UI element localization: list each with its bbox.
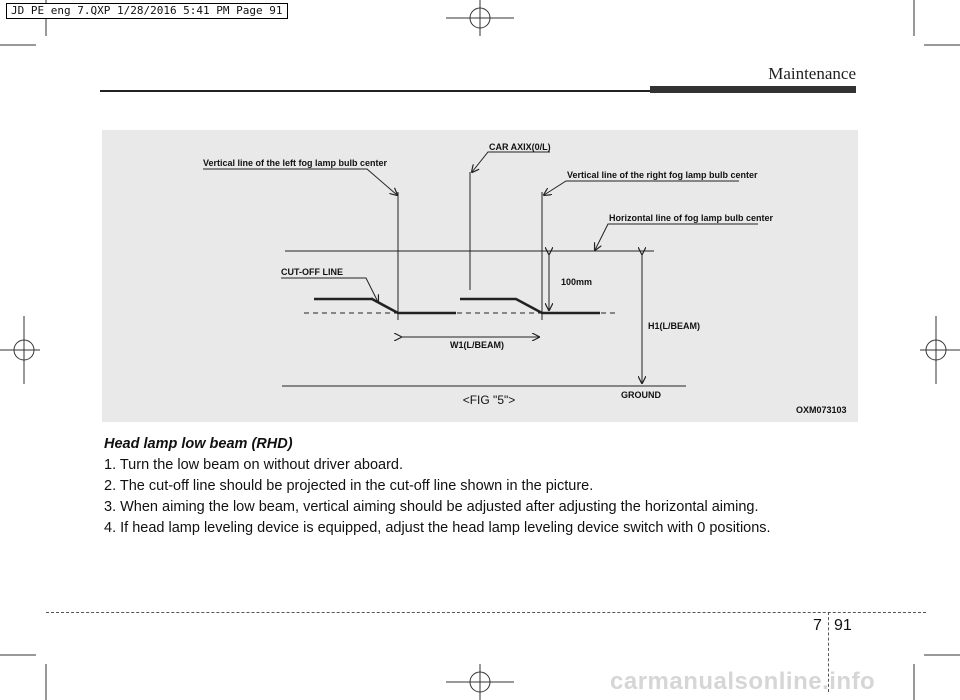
chapter-number: 7 [813, 617, 822, 634]
figure-panel [102, 130, 858, 422]
cutoff-pattern [314, 299, 600, 313]
header-rule [100, 90, 652, 92]
headlamp-aiming-diagram [102, 130, 858, 422]
print-header: JD PE eng 7.QXP 1/28/2016 5:41 PM Page 91 [6, 3, 288, 19]
label-right-vertical: Vertical line of the right fog lamp bulb center [567, 170, 758, 180]
step-item: 3. When aiming the low beam, vertical aiming should be adjusted after adjusting the horizontal aiming. [104, 499, 759, 515]
leader-horizontal [595, 224, 758, 250]
page-number: 91 [834, 617, 852, 634]
leader-right-vertical [544, 181, 739, 195]
step-item: 2. The cut-off line should be projected in the cut-off line shown in the picture. [104, 478, 594, 494]
label-ground: GROUND [621, 390, 661, 400]
label-left-vertical: Vertical line of the left fog lamp bulb center [203, 158, 388, 168]
label-car-axis: CAR AXIX(0/L) [489, 142, 551, 152]
leader-car-axis [472, 152, 550, 172]
step-item: 4. If head lamp leveling device is equipped, adjust the head lamp leveling device switch with 0 positions. [104, 520, 771, 536]
instructions-heading: Head lamp low beam (RHD) [104, 436, 293, 452]
label-100mm: 100mm [561, 277, 593, 287]
figure-code: OXM073103 [796, 405, 847, 415]
label-h1: H1(L/BEAM) [648, 321, 700, 331]
header-rule-accent [650, 86, 856, 93]
label-horizontal: Horizontal line of fog lamp bulb center [609, 213, 774, 223]
step-item: 1. Turn the low beam on without driver aboard. [104, 457, 404, 473]
watermark: carmanualsonline.info [610, 668, 876, 695]
figure-reference: <FIG "5"> [462, 393, 516, 407]
section-title: Maintenance [768, 64, 856, 83]
leader-left-vertical [203, 169, 397, 195]
footer-divider [46, 612, 926, 613]
label-cutoff: CUT-OFF LINE [281, 267, 343, 277]
label-w1: W1(L/BEAM) [450, 340, 504, 350]
instructions [104, 434, 864, 539]
